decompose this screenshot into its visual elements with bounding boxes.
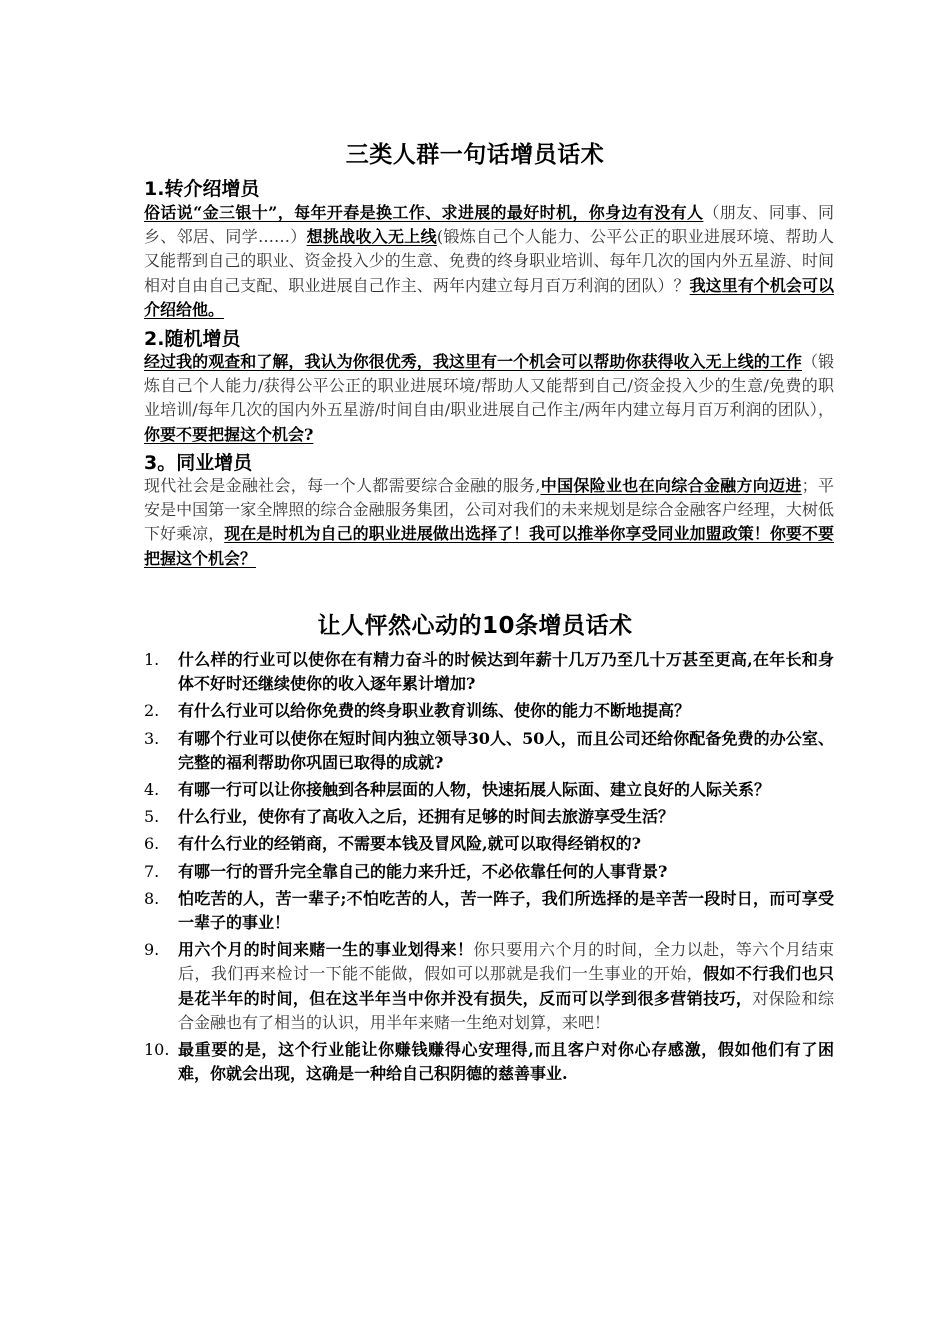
list-item: [144, 648, 834, 696]
list-item: [144, 778, 834, 802]
text-segment: ；平安是中国第一家全牌照的综合金融服务集团，公司对我们的未来规划是综合金融客户经理，大树低下好乘凉，: [144, 476, 834, 544]
item-number: 2.: [144, 701, 160, 721]
section-heading-referral: 1.转介绍增员: [144, 178, 260, 200]
item-text: [178, 938, 834, 1035]
text-segment: 我这里有个机会可以介绍给他。: [144, 275, 834, 319]
item-text: 有哪一行可以让你接触到各种层面的人物，快速拓展人际面、建立良好的人际关系？: [178, 780, 771, 800]
section-body-random: [144, 350, 834, 447]
list-item: [144, 832, 834, 856]
text-segment: 中国保险业也在向综合金融方向迈进: [540, 476, 802, 495]
section-body-peer: [144, 474, 834, 571]
text-segment: （朋友、同事、同乡、邻居、同学……）: [144, 203, 834, 247]
list-item: [144, 860, 834, 884]
text-segment: 经过我的观查和了解，我认为你很优秀，我这里有一个机会可以帮助你获得收入无上线的工作: [144, 352, 802, 371]
section-body-referral: [144, 201, 834, 322]
item-text: 有什么行业的经销商，不需要本钱及冒风险,就可以取得经销权的?: [178, 834, 641, 854]
text-segment: 用六个月的时间来赌一生的事业划得来！: [178, 940, 474, 960]
list-item: [144, 805, 834, 829]
item-number: 5.: [144, 807, 160, 827]
text-segment: 现在是时机为自己的职业进展做出选择了！我可以推举你享受同业加盟政策！你要不要把握这个机会？: [144, 524, 834, 568]
ten-tips-list: [144, 648, 834, 1089]
text-segment: 假如不行我们也只是花半年的时间，但在这半年当中你并没有损失，反而可以学到很多营销技巧，: [178, 964, 834, 1008]
text-segment: 对保险和综合金融也有了相当的认识，用半年来赌一生绝对划算，来吧！: [178, 988, 834, 1032]
text-segment: （锻炼自己个人能力/获得公平公正的职业进展环境/帮助人又能帮到自己/资金投入少的生意/免费的职业培训/每年几次的国内外五星游/时间自由/职业进展自己作主/两年内建立每月百万利润的团队），: [144, 352, 834, 420]
text-segment: (锻炼自己个人能力、公平公正的职业进展环境、帮助人又能帮到自己的职业、资金投入少的生意、免费的终身职业培训、每年几次的国内外五星游、时间相对自由自己支配、职业进展自己作主、两年内建立每月百万利润的团队）？: [144, 227, 834, 295]
section-heading-peer: 3。同业增员: [144, 452, 253, 474]
item-number: 9.: [144, 940, 160, 960]
item-text: 有哪一行的晋升完全靠自己的能力来升迁，不必依靠任何的人事背景?: [178, 861, 668, 881]
text-segment: 你要不要把握这个机会?: [144, 424, 314, 444]
item-text: 什么样的行业可以使你在有精力奋斗的时候达到年薪十几万乃至几十万甚至更高,在年长和身体不好时还继续使你的收入逐年累计增加?: [178, 650, 834, 694]
section-title-ten-tips: 让人怦然心动的10条增员话术: [317, 613, 633, 639]
item-number: 10.: [144, 1040, 170, 1060]
text-segment: 想挑战收入无上线: [306, 227, 437, 247]
text-segment: 你只要用六个月的时间，全力以赴，等六个月结束后，我们再来检讨一下能不能做，假如可以那就是我们一生事业的开始，: [178, 940, 834, 984]
item-text: 怕吃苦的人，苦一辈子;不怕吃苦的人，苦一阵子，我们所选择的是辛苦一段时日，而可享受一辈子的事业！: [178, 888, 834, 933]
page-title: 三类人群一句话增员话术: [345, 142, 605, 168]
text-segment: 俗话说“金三银十”，每年开春是换工作、求进展的最好时机，你身边有没有人: [144, 203, 704, 222]
list-item: [144, 1038, 834, 1086]
list-item: [144, 727, 834, 775]
item-text: 最重要的是，这个行业能让你赚钱赚得心安理得,而且客户对你心存感激，假如他们有了困难，你就会出现，这确是一种给自己积阴德的慈善事业.: [178, 1040, 834, 1084]
item-number: 8.: [144, 888, 160, 908]
item-number: 4.: [144, 780, 160, 800]
item-number: 7.: [144, 861, 160, 881]
item-number: 1.: [144, 650, 160, 669]
list-item: [144, 699, 834, 723]
list-item: [144, 887, 834, 935]
list-item: [144, 938, 834, 1035]
item-number: 3.: [144, 728, 160, 748]
text-segment: 现代社会是金融社会，每一个人都需要综合金融的服务,: [144, 476, 541, 495]
item-number: 6.: [144, 834, 160, 854]
section-heading-random: 2.随机增员: [144, 328, 241, 350]
item-text: 有什么行业可以给你免费的终身职业教育训练、使你的能力不断地提高？: [178, 701, 691, 721]
item-text: 什么行业，使你有了高收入之后，还拥有足够的时间去旅游享受生活？: [178, 807, 675, 827]
item-text: 有哪个行业可以使你在短时间内独立领导30人、50人，而且公司还给你配备免费的办公室、完整的福利帮助你巩固已取得的成就?: [178, 728, 834, 772]
